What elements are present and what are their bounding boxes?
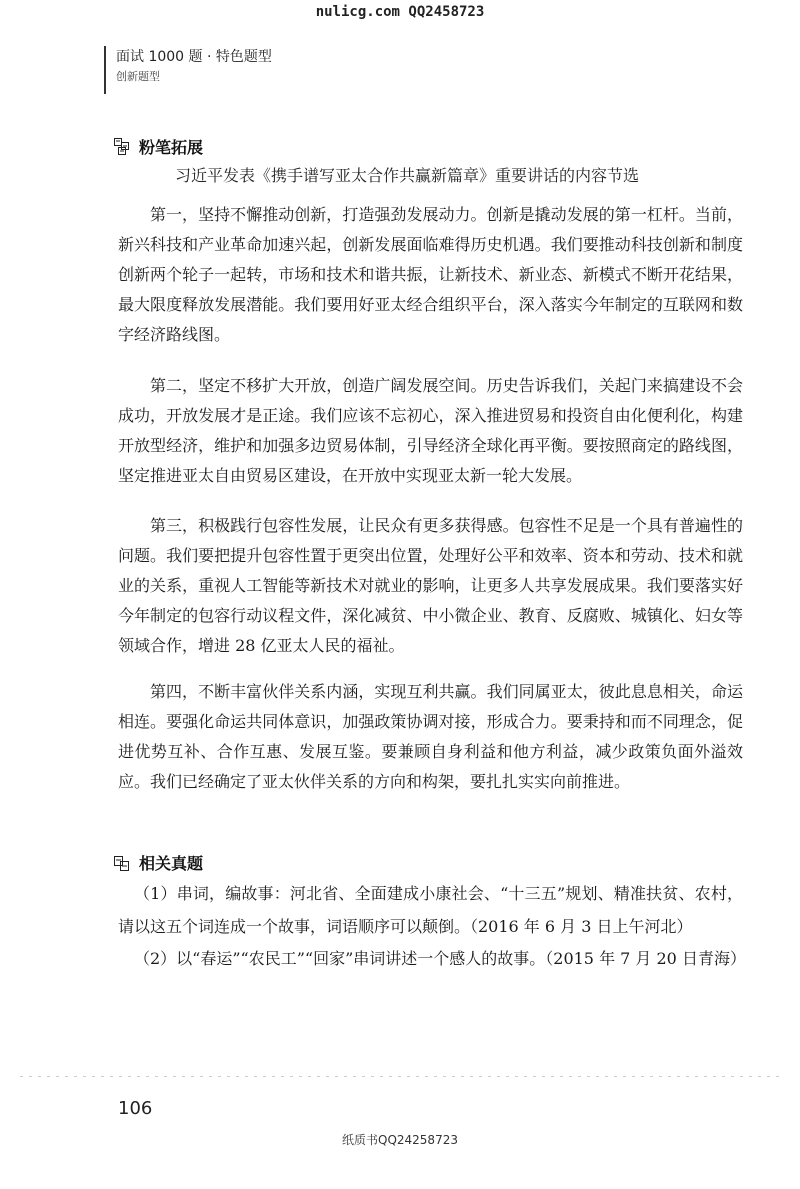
related-heading-label: 相关真题 <box>139 854 204 873</box>
speech-paragraph: 第一，坚持不懈推动创新，打造强劲发展动力。创新是撬动发展的第一杠杆。当前，新兴科技和产业革命加速兴起，创新发展面临难得历史机遇。我们要推动科技创新和制度创新两个轮子一起转，市场和技术和谐共振，让新技术、新业态、新模式不断开花结果，最大限度释放发展潜能。我们要用好亚太经合组织平台，深入落实今年制定的互联网和数字经济路线图。 <box>118 205 743 344</box>
chapter-title: 创新题型 <box>116 70 160 83</box>
page-number: 106 <box>118 1098 153 1119</box>
related-heading <box>114 851 203 874</box>
extension-heading <box>114 135 203 158</box>
speech-paragraph: 第三，积极践行包容性发展，让民众有更多获得感。包容性不足是一个具有普遍性的问题。我们要把提升包容性置于更突出位置，处理好公平和效率、资本和劳动、技术和就业的关系，重视人工智能等新技术对就业的影响，让更多人共享发展成果。我们要落实好今年制定的包容行动议程文件，深化减贫、中小微企业、教育、反腐败、城镇化、妇女等领域合作，增进 28 亿亚太人民的福祉。 <box>118 516 743 655</box>
scan-artifact-line <box>20 1076 780 1077</box>
question-item: （2）以“春运”“农民工”“回家”串词讲述一个感人的故事。（2015 年 7 月 20 日青海） <box>134 949 746 968</box>
top-watermark: nulicg.com QQ2458723 <box>315 4 485 20</box>
speech-paragraph: 第四，不断丰富伙伴关系内涵，实现互利共赢。我们同属亚太，彼此息息相关，命运相连。要强化命运共同体意识，加强政策协调对接，形成合力。要秉持和而不同理念，促进优势互补、合作互惠、发展互鉴。要兼顾自身利益和他方利益，减少政策负面外溢效应。我们已经确定了亚太伙伴关系的方向和构架，要扎扎实实向前推进。 <box>118 682 743 791</box>
extension-heading-label: 粉笔拓展 <box>139 138 204 157</box>
section-marker-icon <box>114 138 129 155</box>
speech-paragraph: 第二，坚定不移扩大开放，创造广阔发展空间。历史告诉我们，关起门来搞建设不会成功，开放发展才是正途。我们应该不忘初心，深入推进贸易和投资自由化便利化，构建开放型经济，维护和加强多边贸易体制，引导经济全球化再平衡。要按照商定的路线图，坚定推进亚太自由贸易区建设，在开放中实现亚太新一轮大发展。 <box>118 376 743 485</box>
question-item: （1）串词，编故事：河北省、全面建成小康社会、“十三五”规划、精准扶贫、农村，请以这五个词连成一个故事，词语顺序可以颠倒。（2016 年 6 月 3 日上午河北） <box>118 884 743 936</box>
running-head <box>104 46 272 94</box>
bottom-watermark: 纸质书QQ24258723 <box>342 1133 458 1147</box>
speech-subtitle: 习近平发表《携手谱写亚太合作共赢新篇章》重要讲话的内容节选 <box>175 166 640 185</box>
book-title: 面试 1000 题 · 特色题型 <box>116 49 272 65</box>
section-marker-icon <box>114 854 129 871</box>
